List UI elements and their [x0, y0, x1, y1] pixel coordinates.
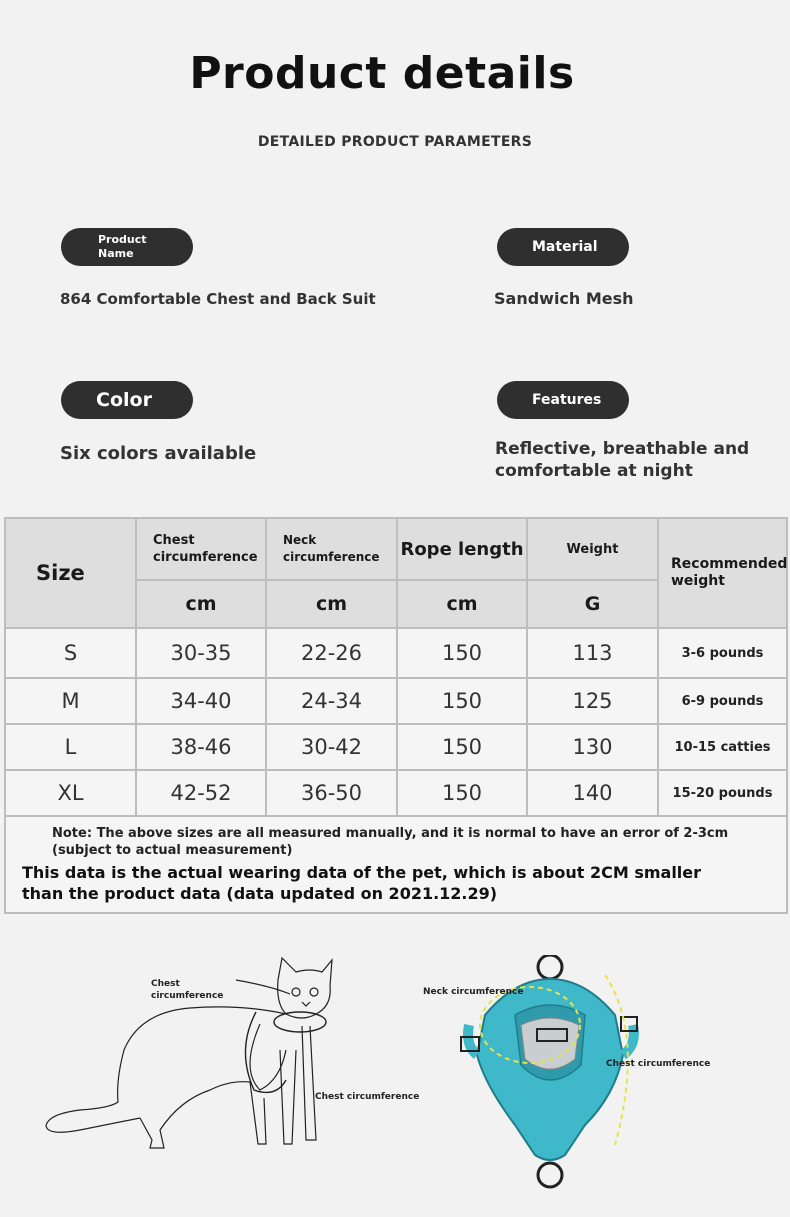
cell-chest: 38-46	[136, 724, 266, 770]
cell-neck: 30-42	[266, 724, 397, 770]
cat-chest-label-2: Chest circumference	[315, 1092, 420, 1102]
header-neck: Neck circumference	[266, 518, 397, 580]
cell-weight: 125	[527, 678, 658, 724]
cat-chest-label: Chest circumference	[151, 979, 224, 1001]
cell-recommended: 10-15 catties	[658, 724, 787, 770]
table-row	[5, 724, 787, 770]
size-table	[4, 517, 788, 914]
note-measurement: Note: The above sizes are all measured manually, and it is normal to have an error of 2-3cm (subject to actual measurement)	[52, 826, 729, 858]
harness-neck-label: Neck circumference	[423, 987, 524, 997]
header-weight: Weight	[527, 518, 658, 580]
cell-neck: 24-34	[266, 678, 397, 724]
page-subtitle: DETAILED PRODUCT PARAMETERS	[257, 134, 533, 150]
color-pill: Color	[61, 381, 193, 419]
cat-illustration	[40, 930, 400, 1190]
header-chest: Chest circumference	[136, 518, 266, 580]
cell-size: M	[5, 678, 136, 724]
cell-chest: 42-52	[136, 770, 266, 816]
cell-rope: 150	[397, 678, 527, 724]
measurement-diagram	[0, 930, 790, 1190]
cell-recommended: 6-9 pounds	[658, 678, 787, 724]
features-value	[495, 438, 749, 482]
cell-size: XL	[5, 770, 136, 816]
features-pill: Features	[497, 381, 629, 419]
cell-chest: 30-35	[136, 628, 266, 678]
color-value: Six colors available	[60, 443, 257, 464]
cell-size: L	[5, 724, 136, 770]
cell-neck: 22-26	[266, 628, 397, 678]
cell-rope: 150	[397, 628, 527, 678]
product-name-value: 864 Comfortable Chest and Back Suit	[60, 290, 376, 308]
unit-weight: G	[527, 580, 658, 628]
cell-recommended: 15-20 pounds	[658, 770, 787, 816]
unit-neck: cm	[266, 580, 397, 628]
material-pill: Material	[497, 228, 629, 266]
table-row	[5, 628, 787, 678]
header-rope: Rope length	[397, 518, 527, 580]
cell-recommended: 3-6 pounds	[658, 628, 787, 678]
table-row	[5, 770, 787, 816]
cell-weight: 113	[527, 628, 658, 678]
features-value-line2: comfortable at night	[495, 461, 693, 481]
unit-chest: cm	[136, 580, 266, 628]
header-recommended: Recommended weight	[658, 518, 787, 628]
material-value: Sandwich Mesh	[494, 289, 634, 308]
cell-rope: 150	[397, 724, 527, 770]
table-note	[5, 816, 787, 913]
cell-rope: 150	[397, 770, 527, 816]
cell-neck: 36-50	[266, 770, 397, 816]
cell-weight: 140	[527, 770, 658, 816]
page-title: Product details	[189, 48, 575, 99]
product-name-pill	[61, 228, 193, 266]
features-value-line1: Reflective, breathable and	[495, 439, 750, 459]
unit-rope: cm	[397, 580, 527, 628]
cell-chest: 34-40	[136, 678, 266, 724]
cell-size: S	[5, 628, 136, 678]
product-name-label-line2: Name	[98, 247, 134, 260]
note-actual-data: This data is the actual wearing data of the pet, which is about 2CM smaller than the product data (data updated on 2021.12.29)	[22, 863, 702, 903]
table-row	[5, 678, 787, 724]
cell-weight: 130	[527, 724, 658, 770]
product-name-label-line1: Product	[98, 233, 147, 246]
harness-chest-label: Chest circumference	[606, 1059, 711, 1069]
header-size: Size	[5, 518, 136, 628]
